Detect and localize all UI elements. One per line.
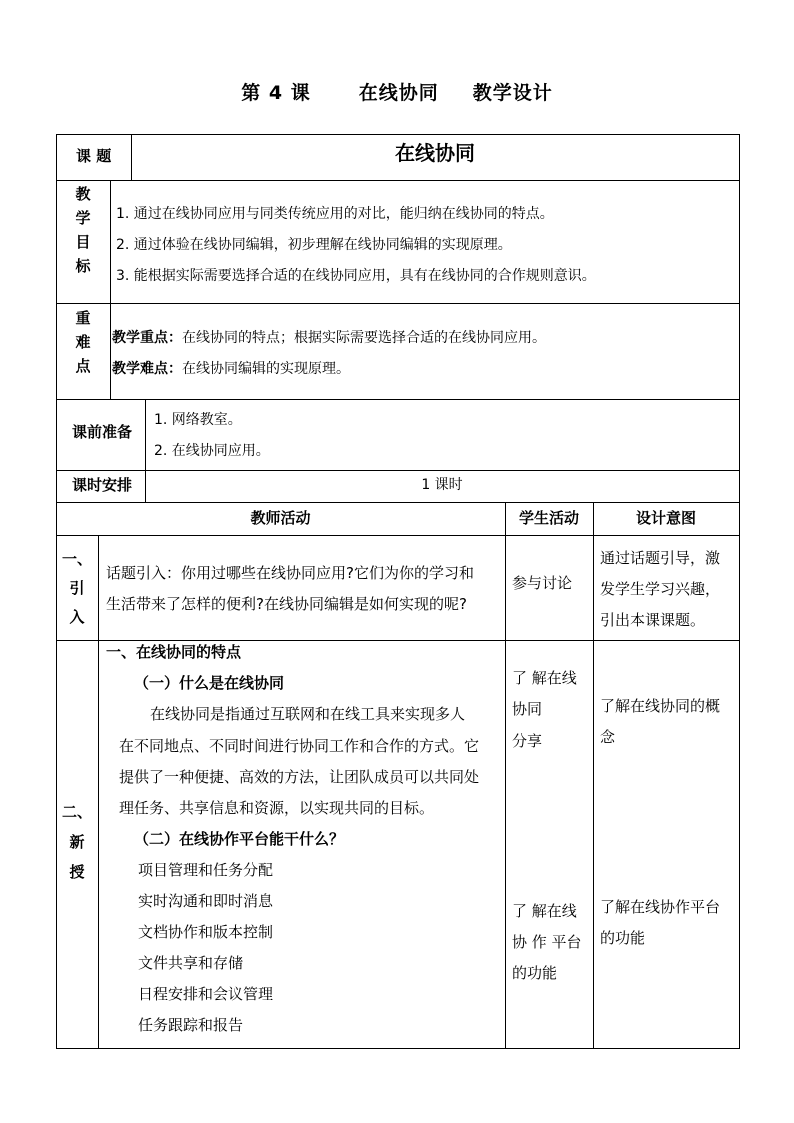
feature-item: 项目管理和任务分配 [138, 861, 274, 879]
teacher-activity-header: 教师活动 [250, 509, 311, 527]
design-intent-header: 设计意图 [635, 509, 696, 527]
intro-teacher-line: 话题引入：你用过哪些在线协同应用?它们为你的学习和 [106, 564, 474, 582]
document-title [0, 78, 794, 105]
new-teaching-label: 二、 新 授 [62, 803, 93, 881]
time-value: 1 课时 [421, 477, 463, 493]
new-student-activity-line: 了 解在线 [512, 902, 577, 920]
definition-line: 在线协同是指通过互联网和在线工具来实现多人 [150, 705, 466, 723]
intro-teacher-line: 生活带来了怎样的便利?在线协同编辑是如何实现的呢? [106, 595, 467, 613]
subsection-heading: （二）在线协作平台能干什么？ [134, 830, 345, 848]
feature-item: 任务跟踪和报告 [138, 1016, 244, 1034]
new-student-activity-line: 协 作 平台 [512, 933, 582, 951]
time-label: 课时安排 [72, 476, 133, 494]
prep-label: 课前准备 [72, 423, 133, 441]
intro-student-activity: 参与讨论 [512, 574, 573, 592]
new-intent-line: 了解在线协作平台 [600, 898, 721, 916]
objective-item: 1. 通过在线协同应用与同类传统应用的对比，能归纳在线协同的特点。 [116, 206, 554, 222]
subsection-heading: （一）什么是在线协同 [134, 674, 285, 692]
student-activity-header: 学生活动 [518, 509, 579, 527]
feature-item: 文件共享和存储 [138, 954, 244, 972]
definition-line: 理任务、共享信息和资源，以实现共同的目标。 [119, 799, 435, 817]
keypoints-label: 重 难 点 [75, 309, 91, 375]
new-intent-line: 了解在线协同的概 [600, 697, 721, 715]
lesson-number: 第 4 课 [241, 82, 311, 104]
new-intent-line: 的功能 [600, 929, 646, 947]
new-intent-line: 念 [600, 728, 616, 746]
new-student-activity-line: 分享 [512, 732, 543, 750]
new-student-activity-line: 的功能 [512, 964, 558, 982]
prep-item: 2. 在线协同应用。 [154, 443, 270, 459]
prep-item: 1. 网络教室。 [154, 412, 242, 428]
section-heading: 一、在线协同的特点 [106, 643, 242, 661]
objective-item: 2. 通过体验在线协同编辑，初步理解在线协同编辑的实现原理。 [116, 237, 512, 253]
new-student-activity-line: 了 解在线 [512, 669, 577, 687]
objective-item: 3. 能根据实际需要选择合适的在线协同应用，具有在线协同的合作规则意识。 [116, 268, 596, 284]
definition-line: 在不同地点、不同时间进行协同工作和合作的方式。它 [119, 737, 480, 755]
feature-item: 实时沟通和即时消息 [138, 892, 274, 910]
intro-intent-line: 通过话题引导，激 [600, 549, 721, 567]
subject-label: 课 题 [76, 147, 112, 165]
difficult-point: 教学难点：在线协同编辑的实现原理。 [112, 361, 350, 377]
feature-item: 日程安排和会议管理 [138, 985, 274, 1003]
intro-intent-line: 发学生学习兴趣， [600, 580, 721, 598]
new-student-activity-line: 协同 [512, 700, 543, 718]
intro-intent-line: 引出本课课题。 [600, 611, 706, 629]
lesson-topic: 在线协同 [358, 82, 439, 104]
subject-value: 在线协同 [395, 141, 475, 165]
definition-line: 提供了一种便捷、高效的方法，让团队成员可以共同处 [119, 768, 480, 786]
objectives-label: 教 学 目 标 [75, 185, 91, 275]
design-label: 教学设计 [472, 82, 553, 104]
key-point: 教学重点：在线协同的特点；根据实际需要选择合适的在线协同应用。 [112, 330, 546, 346]
feature-item: 文档协作和版本控制 [138, 923, 274, 941]
intro-label: 一、 引 入 [62, 550, 93, 626]
